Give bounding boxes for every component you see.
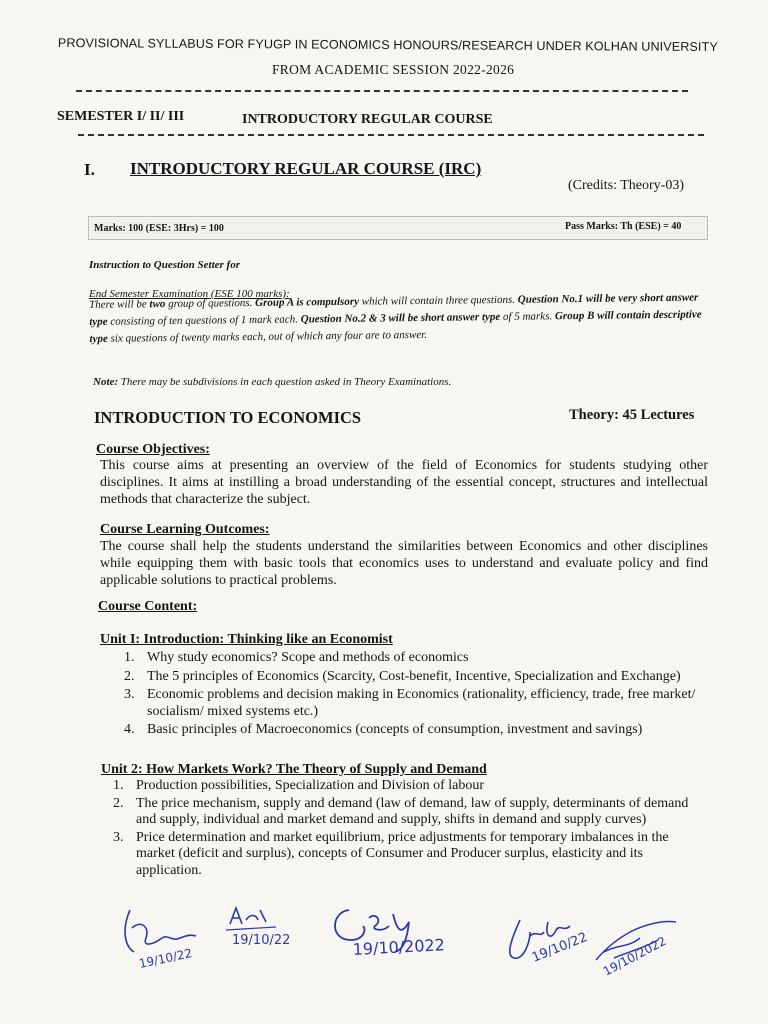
list-item: 1. Why study economics? Scope and methods of economics bbox=[124, 650, 469, 665]
list-item: 3. Economic problems and decision making in Economics (rationality, efficiency, trade, free market/ socialism/ mixed systems etc.) bbox=[124, 687, 696, 719]
unit2-heading: Unit 2: How Markets Work? The Theory of Supply and Demand bbox=[101, 762, 487, 777]
list-item: 2. The 5 principles of Economics (Scarcity, Cost-benefit, Incentive, Specialization and Exchange) bbox=[124, 668, 681, 684]
ese-heading: End Semester Examination (ESE 100 marks): bbox=[89, 288, 290, 300]
unit1-list bbox=[124, 650, 707, 739]
total-marks: Marks: 100 (ESE: 3Hrs) = 100 bbox=[94, 223, 224, 234]
semester-label: SEMESTER I/ II/ III bbox=[57, 109, 185, 124]
list-item: 1. Production possibilities, Specialization and Division of labour bbox=[113, 778, 485, 793]
exam-note: Note: There may be subdivisions in each question asked in Theory Examinations. bbox=[93, 376, 452, 388]
course-title: INTRODUCTION TO ECONOMICS bbox=[94, 408, 362, 427]
signature-5 bbox=[588, 908, 708, 983]
objectives-heading: Course Objectives: bbox=[96, 442, 210, 457]
academic-session: FROM ACADEMIC SESSION 2022-2026 bbox=[272, 62, 515, 77]
signature-1 bbox=[110, 898, 210, 978]
outcomes-heading: Course Learning Outcomes: bbox=[100, 522, 270, 537]
dashed-divider bbox=[76, 90, 688, 92]
credits-label: (Credits: Theory-03) bbox=[568, 178, 684, 193]
signature-date: 19/10/2022 bbox=[352, 935, 446, 959]
signature-date: 19/10/22 bbox=[529, 929, 590, 966]
dashed-divider bbox=[78, 134, 704, 136]
content-heading: Course Content: bbox=[98, 599, 198, 614]
section-number: I. bbox=[84, 160, 95, 179]
pass-marks: Pass Marks: Th (ESE) = 40 bbox=[565, 221, 682, 232]
course-type-label: INTRODUCTORY REGULAR COURSE bbox=[242, 112, 493, 127]
objectives-text: This course aims at presenting an overview of the field of Economics for students studying other disciplines. It aims at instilling a broad understanding of the essential concept, structures and intellectual methods that characterize the subject. bbox=[100, 458, 708, 507]
section-title: INTRODUCTORY REGULAR COURSE (IRC) bbox=[130, 159, 482, 178]
outcomes-text: The course shall help the students understand the similarities between Economics and other disciplines while equipping them with basic tools that economics uses to understand and evaluate policy and find applicable solutions to practical problems. bbox=[100, 539, 708, 588]
ese-instructions: There will be two group of questions. Group A is compulsory which will contain three questions. Question No.1 will be very short answer type consisting of ten questions of 1 mark each. Question No.2 & 3 will be short answer type of 5 marks. Group B will contain descriptive type six questions of twenty marks each, out of which any four are to answer. bbox=[89, 291, 702, 345]
list-item: 2. The price mechanism, supply and demand (law of demand, law of supply, determinants of demand and supply, individual and market demand and supply, shifts in demand and supply curves) bbox=[113, 795, 689, 827]
signature-date: 19/10/22 bbox=[137, 946, 194, 971]
list-item: 4. Basic principles of Macroeconomics (concepts of consumption, investment and savings) bbox=[124, 722, 643, 737]
signature-date: 19/10/22 bbox=[232, 933, 291, 948]
instruction-heading: Instruction to Question Setter for bbox=[89, 259, 240, 271]
unit1-heading: Unit I: Introduction: Thinking like an Economist bbox=[100, 632, 393, 647]
signature-2 bbox=[222, 900, 322, 960]
unit2-list bbox=[113, 778, 708, 879]
list-item: 3. Price determination and market equilibrium, price adjustments for temporary imbalances in the market (deficit and surplus), concepts of Consumer and Producer surplus, elasticity and its application. bbox=[113, 829, 669, 878]
document-title: PROVISIONAL SYLLABUS FOR FYUGP IN ECONOMICS HONOURS/RESEARCH UNDER KOLHAN UNIVERSITY bbox=[57, 36, 718, 55]
lecture-count: Theory: 45 Lectures bbox=[569, 407, 695, 423]
signature-3 bbox=[323, 900, 483, 960]
signature-date: 19/10/2022 bbox=[600, 933, 669, 979]
